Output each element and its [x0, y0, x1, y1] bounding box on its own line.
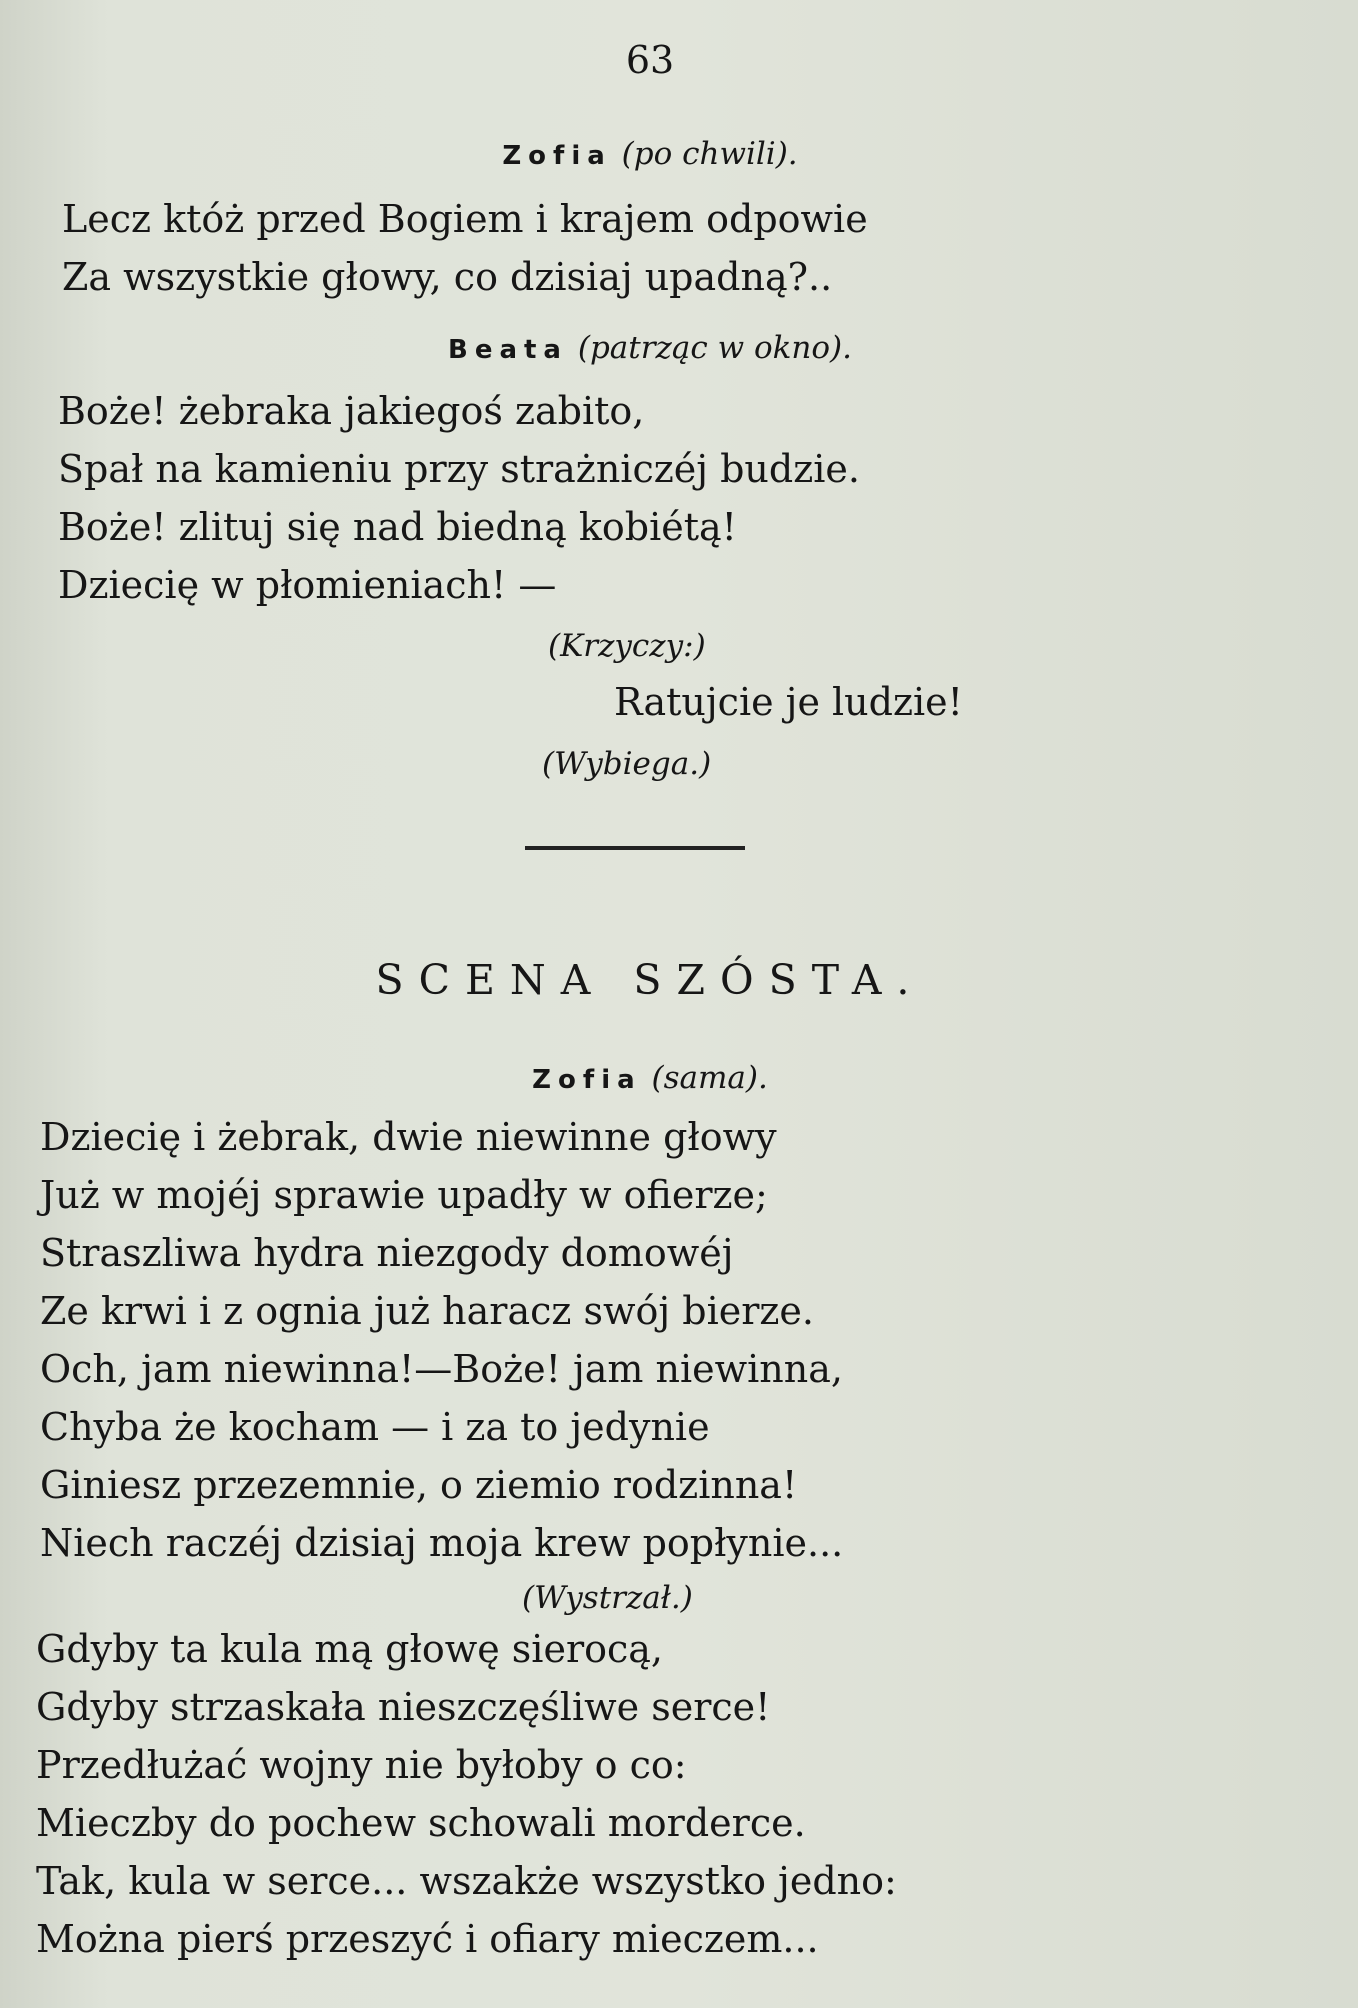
verse-line: Można pierś przeszyć i ofiary mieczem...: [36, 1917, 819, 1961]
verse-line: Przedłużać wojny nie byłoby o co:: [36, 1743, 687, 1787]
stage-direction-wybiega: (Wybiega.): [542, 746, 712, 782]
verse-line: Giniesz przezemnie, o ziemio rodzinna!: [40, 1463, 798, 1507]
verse-line: Niech raczéj dzisiaj moja krew popłynie...: [40, 1521, 844, 1565]
verse-line: Boże! zlituj się nad biedną kobiétą!: [58, 505, 737, 549]
verse-line: Dziecię i żebrak, dwie niewinne głowy: [40, 1115, 777, 1159]
verse-line: Boże! żebraka jakiegoś zabito,: [58, 389, 645, 433]
speaker-heading-zofia-2: [0, 1060, 1300, 1096]
stage-direction: (po chwili).: [621, 136, 798, 172]
verse-line: Gdyby strzaskała nieszczęśliwe serce!: [36, 1685, 771, 1729]
verse-block-2: [58, 382, 860, 614]
verse-line: Za wszystkie głowy, co dzisiaj upadną?..: [62, 255, 833, 299]
speaker-name: Zofia: [532, 1065, 642, 1095]
verse-line: Och, jam niewinna!—Boże! jam niewinna,: [40, 1347, 843, 1391]
verse-line: Lecz któż przed Bogiem i krajem odpowie: [62, 197, 868, 241]
page-number: 63: [625, 38, 675, 82]
verse-block-3b: [36, 1620, 897, 1968]
verse-block-3a: [40, 1108, 843, 1572]
verse-line: Chyba że kocham — i za to jedynie: [40, 1405, 710, 1449]
verse-line-exclaim: Ratujcie je ludzie!: [614, 680, 963, 724]
verse-line: Mieczby do pochew schowali morderce.: [36, 1801, 806, 1845]
speaker-heading-beata: [0, 330, 1300, 366]
stage-direction-krzyczy: (Krzyczy:): [548, 628, 706, 664]
section-divider: [525, 846, 745, 850]
verse-line: Straszliwa hydra niezgody domowéj: [40, 1231, 734, 1275]
stage-direction: (sama).: [651, 1060, 768, 1096]
stage-direction-wystrzal: (Wystrzał.): [522, 1580, 693, 1616]
scene-title: SCENA SZÓSTA.: [375, 956, 925, 1004]
verse-line: Tak, kula w serce... wszakże wszystko jedno:: [36, 1859, 897, 1903]
speaker-heading-zofia-1: [0, 136, 1300, 172]
speaker-name: Beata: [448, 335, 568, 365]
verse-line: Już w mojéj sprawie upadły w ofierze;: [40, 1173, 768, 1217]
verse-line: Ze krwi i z ognia już haracz swój bierze.: [40, 1289, 814, 1333]
verse-line: Gdyby ta kula mą głowę sierocą,: [36, 1627, 663, 1671]
verse-block-1: [62, 190, 868, 306]
verse-line: Spał na kamieniu przy strażniczéj budzie.: [58, 447, 860, 491]
stage-direction: (patrząc w okno).: [577, 330, 852, 366]
speaker-name: Zofia: [502, 141, 612, 171]
verse-line: Dziecię w płomieniach! —: [58, 563, 557, 607]
